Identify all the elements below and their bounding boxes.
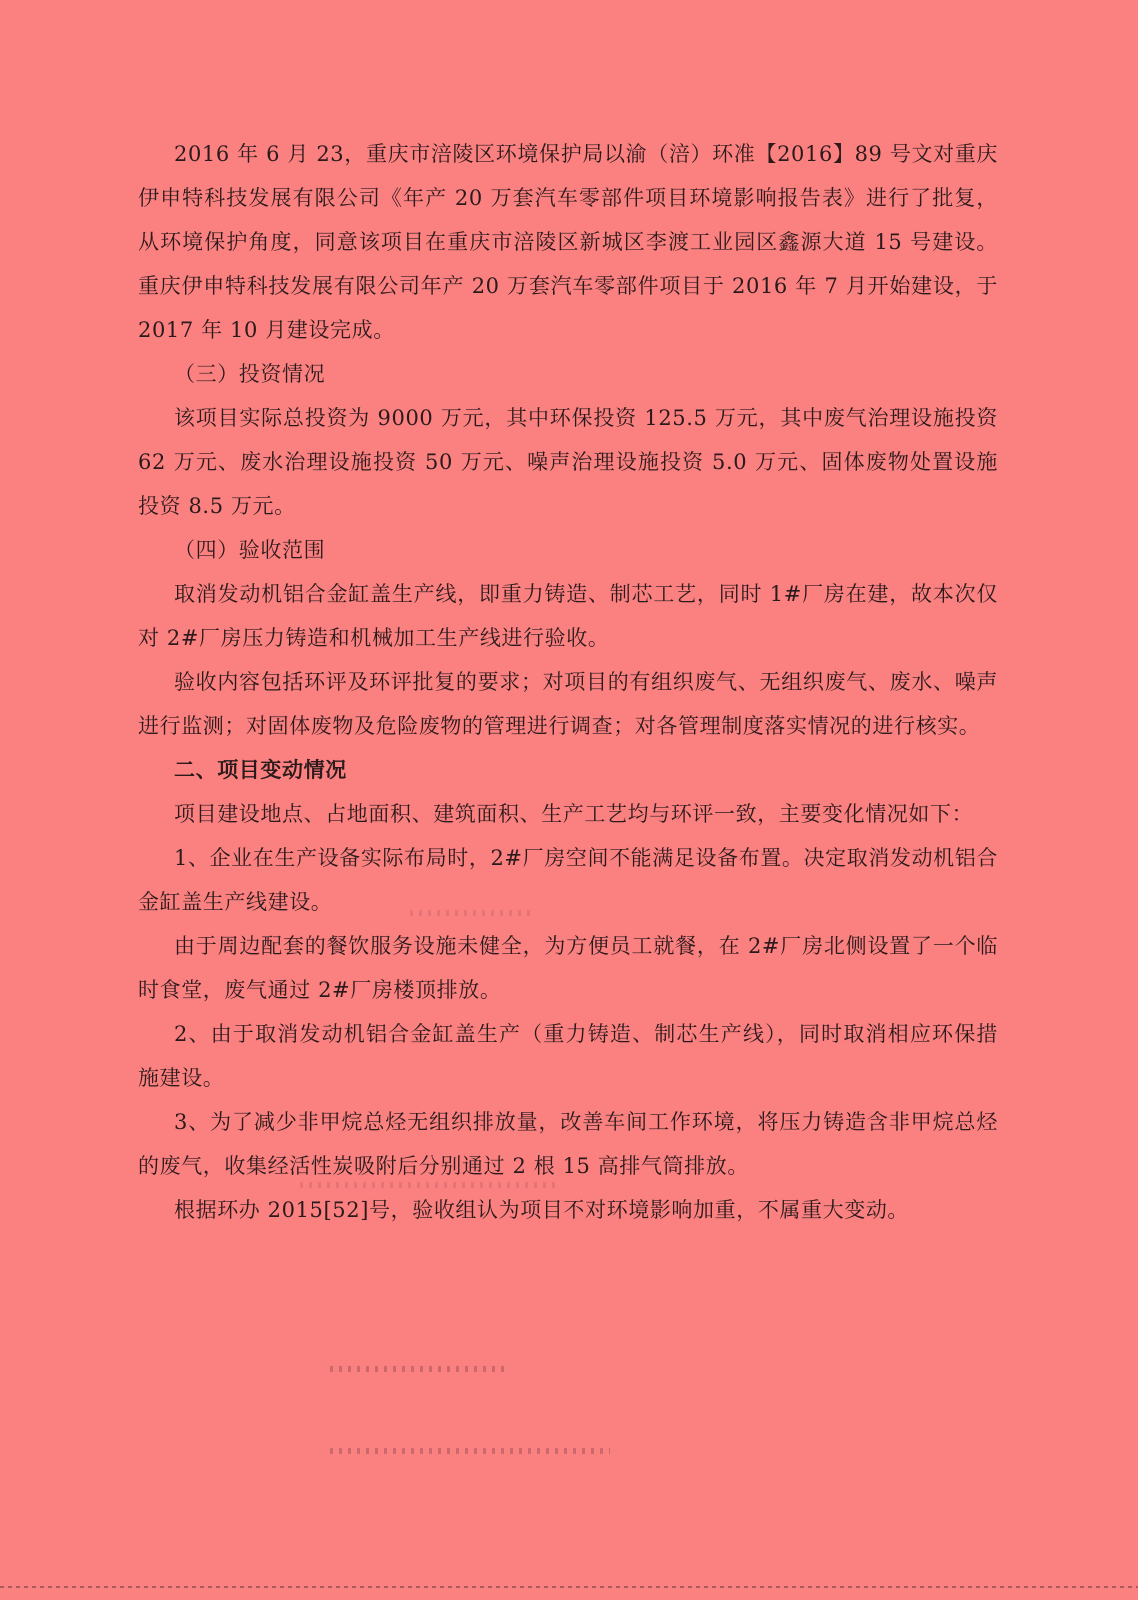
paragraph-approval: 2016 年 6 月 23，重庆市涪陵区环境保护局以渝（涪）环准【2016】89 号文对重庆伊申特科技发展有限公司《年产 20 万套汽车零部件项目环境影响报告表》进行了批复，从环境保护角度，同意该项目在重庆市涪陵区新城区李渡工业园区鑫源大道 15 号建设。重庆伊申特科技发展有限公司年产 20 万套汽车零部件项目于 2016 年 7 月开始建设，于 2017 年 10 月建设完成。 (138, 142, 998, 342)
paragraph-change-canteen: 由于周边配套的餐饮服务设施未健全，为方便员工就餐，在 2#厂房北侧设置了一个临时食堂，废气通过 2#厂房楼顶排放。 (138, 934, 998, 1002)
heading-scope: （四）验收范围 (174, 538, 326, 562)
paragraph-scope-1: 取消发动机铝合金缸盖生产线，即重力铸造、制芯工艺，同时 1#厂房在建，故本次仅对 2#厂房压力铸造和机械加工生产线进行验收。 (138, 582, 998, 650)
scan-noise (330, 1366, 510, 1372)
paragraph-investment: 该项目实际总投资为 9000 万元，其中环保投资 125.5 万元，其中废气治理设施投资 62 万元、废水治理设施投资 50 万元、噪声治理设施投资 5.0 万元、固体废物处置设施投资 8.5 万元。 (138, 406, 998, 518)
scan-noise (410, 910, 530, 916)
paragraph-change-1: 1、企业在生产设备实际布局时，2#厂房空间不能满足设备布置。决定取消发动机铝合金缸盖生产线建设。 (138, 846, 998, 914)
heading-investment: （三）投资情况 (174, 362, 326, 386)
scan-noise (300, 1182, 560, 1188)
heading-changes: 二、项目变动情况 (174, 757, 347, 782)
paragraph-scope-2: 验收内容包括环评及环评批复的要求；对项目的有组织废气、无组织废气、废水、噪声进行监测；对固体废物及危险废物的管理进行调查；对各管理制度落实情况的进行核实。 (138, 670, 998, 738)
paragraph-changes-intro: 项目建设地点、占地面积、建筑面积、生产工艺均与环评一致，主要变化情况如下： (174, 802, 974, 826)
document-body (138, 132, 998, 1232)
paragraph-change-3: 3、为了减少非甲烷总烃无组织排放量，改善车间工作环境，将压力铸造含非甲烷总烃的废气，收集经活性炭吸附后分别通过 2 根 15 高排气筒排放。 (138, 1110, 998, 1178)
paragraph-change-2: 2、由于取消发动机铝合金缸盖生产（重力铸造、制芯生产线），同时取消相应环保措施建设。 (138, 1022, 998, 1090)
paragraph-conclusion: 根据环办 2015[52]号，验收组认为项目不对环境影响加重，不属重大变动。 (174, 1198, 910, 1222)
scan-noise (330, 1448, 610, 1454)
scan-bottom-edge (0, 1586, 1138, 1588)
